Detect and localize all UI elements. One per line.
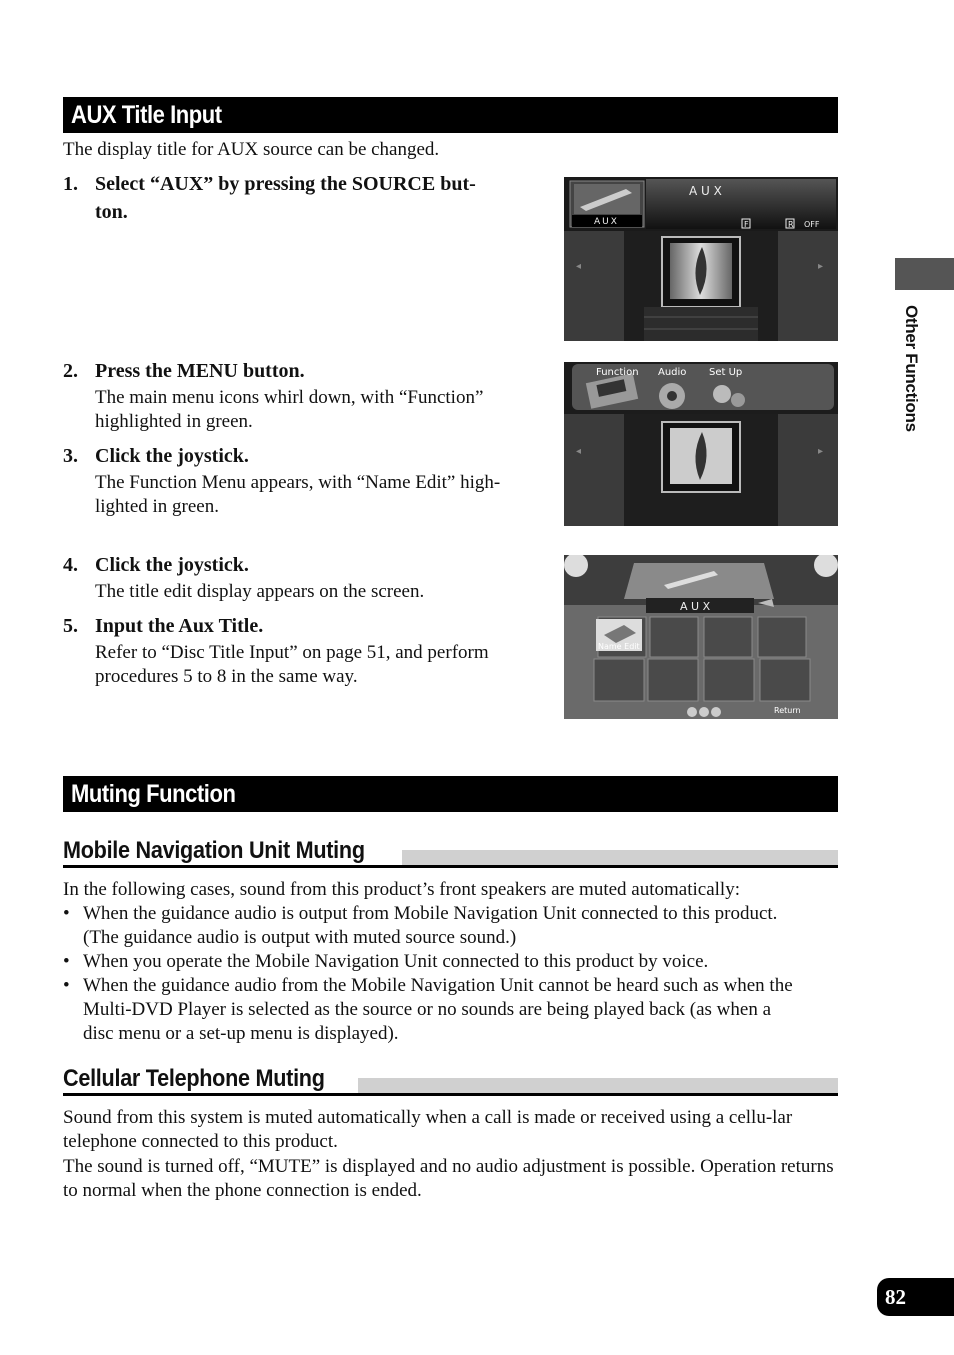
indicator-f: F <box>744 220 749 229</box>
list-item: • When the guidance audio from the Mobile Navigation Unit cannot be heard such as when the Multi-DVD Player is selected as the source or no sounds are being played back (as when a disc menu or a set-up menu is displayed). <box>63 974 793 1046</box>
step-5-body: Refer to “Disc Title Input” on page 51, and perform procedures 5 to 8 in the same way. <box>95 642 489 687</box>
page-number: 82 <box>877 1278 954 1316</box>
cellular-muting-para-1: Sound from this system is muted automatically when a call is made or received using a cellu-lar telephone connected to this product. <box>63 1107 793 1152</box>
navigation-muting-intro: In the following cases, sound from this product’s front speakers are muted automatically: <box>63 879 740 900</box>
menu-setup: Set Up <box>709 367 743 378</box>
menu-audio: Audio <box>658 367 687 378</box>
svg-text:▸: ▸ <box>818 446 824 457</box>
step-2-body: The main menu icons whirl down, with “Function” highlighted in green. <box>95 387 484 432</box>
step-3: 3. Click the joystick. <box>63 445 249 467</box>
list-item: • When the guidance audio is output from Mobile Navigation Unit connected to this product. (The guidance audio is output with muted source sound.) <box>63 902 793 950</box>
screenshot-main-menu <box>564 362 838 526</box>
aux-title-display: A U X <box>689 184 722 198</box>
step-1: 1. Select “AUX” by pressing the SOURCE but- ton. <box>63 173 476 223</box>
section-title-muting: Muting Function <box>63 776 838 812</box>
cellular-muting-para-2: The sound is turned off, “MUTE” is displayed and no audio adjustment is possible. Operation returns to normal when the phone connection is ended. <box>63 1156 834 1201</box>
navigation-muting-list <box>63 902 793 1046</box>
name-edit-label: Name Edit <box>598 642 640 651</box>
aux-intro: The display title for AUX source can be changed. <box>63 139 440 160</box>
step-4: 4. Click the joystick. <box>63 554 249 576</box>
aux-source-label: AUX <box>594 217 619 227</box>
step-2: 2. Press the MENU button. <box>63 360 305 382</box>
subheading-cellular-muting: Cellular Telephone Muting <box>63 1064 838 1096</box>
title-edit-display: A U X <box>680 600 711 613</box>
indicator-r: R <box>788 220 794 229</box>
section-title-aux: AUX Title Input <box>63 97 838 133</box>
side-chapter-label: Other Functions <box>902 305 921 432</box>
step-4-body: The title edit display appears on the screen. <box>95 581 425 602</box>
svg-text:▸: ▸ <box>818 261 824 272</box>
svg-text:◂: ◂ <box>576 446 582 457</box>
return-label: Return <box>774 706 801 715</box>
svg-text:◂: ◂ <box>576 261 582 272</box>
step-3-body: The Function Menu appears, with “Name Edit” high-lighted in green. <box>95 472 501 517</box>
list-item: • When you operate the Mobile Navigation Unit connected to this product by voice. <box>63 950 793 974</box>
screenshot-aux-source <box>564 177 838 341</box>
subheading-navigation-muting: Mobile Navigation Unit Muting <box>63 836 838 868</box>
menu-function: Function <box>596 367 639 378</box>
step-5: 5. Input the Aux Title. <box>63 615 264 637</box>
side-tab-marker <box>895 258 954 290</box>
off-label: OFF <box>804 220 820 229</box>
screenshot-title-edit <box>564 555 838 719</box>
